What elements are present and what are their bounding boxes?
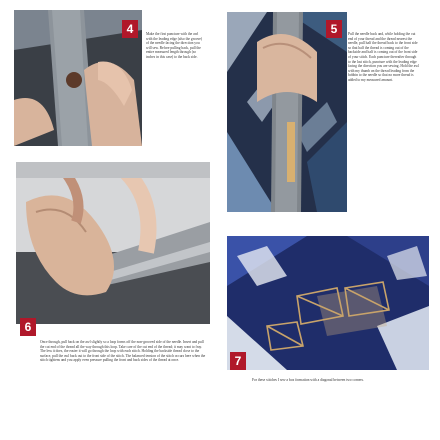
step-4-text — [146, 32, 204, 60]
step-5-number: 5 — [330, 22, 338, 36]
step-7-photo — [227, 236, 429, 370]
step-6-number-badge — [20, 318, 36, 336]
step-4-number: 4 — [126, 22, 134, 36]
step-6-text — [40, 340, 208, 363]
step-5-number-badge — [326, 20, 342, 38]
step-5-paragraph: Pull the needle back and, while holding the cut end of your thread and the thread nearest the needle, pull half the thread back to the front side so that half the thread is coming out of the backside and half is coming out of the front side of your stitch. Each puncture thereafter through to the last stitch, puncture with the leading edge facing the direction you are sewing. Hold the awl with my thumb on the thread leading from the bobbin to the needle so that no more thread is added to my measured amount. — [348, 32, 419, 82]
step-7-number: 7 — [234, 354, 242, 368]
step-7-text — [252, 378, 372, 383]
step-5-text — [348, 32, 420, 83]
step-6-photo — [16, 162, 210, 324]
step-5-photo — [227, 12, 347, 212]
step-4-number-badge — [122, 20, 138, 38]
step-7-number-badge — [230, 352, 246, 370]
step-4-paragraph: Make the first puncture with the awl with the leading edge (also the groove) of the needle facing the direction you will sew. Before pulling back, pull the entire measured length through (so inches in this case) to the back side. — [146, 32, 203, 59]
step-7-paragraph: For these stitches I sew a box formation with a diagonal between two corners. — [252, 378, 364, 382]
step-6-paragraph: Once through, pull back on the awl slightly so a loop forms off the non-grooved side of the needle. Insert and pull the cut end of the thread all the way through this loop. Take care of the cut end of the thread; it may want to fray. The less it does, the easier it will go through the loop with each stitch. Holding the backside thread close to the surface, pull the awl back out to the front side of the stitch. The balanced tension of the stitch occurs here when the stitch tightens and you apply even pressure pulling the front and back sides of the thread at once. — [40, 340, 206, 363]
step-6-number: 6 — [24, 320, 32, 334]
